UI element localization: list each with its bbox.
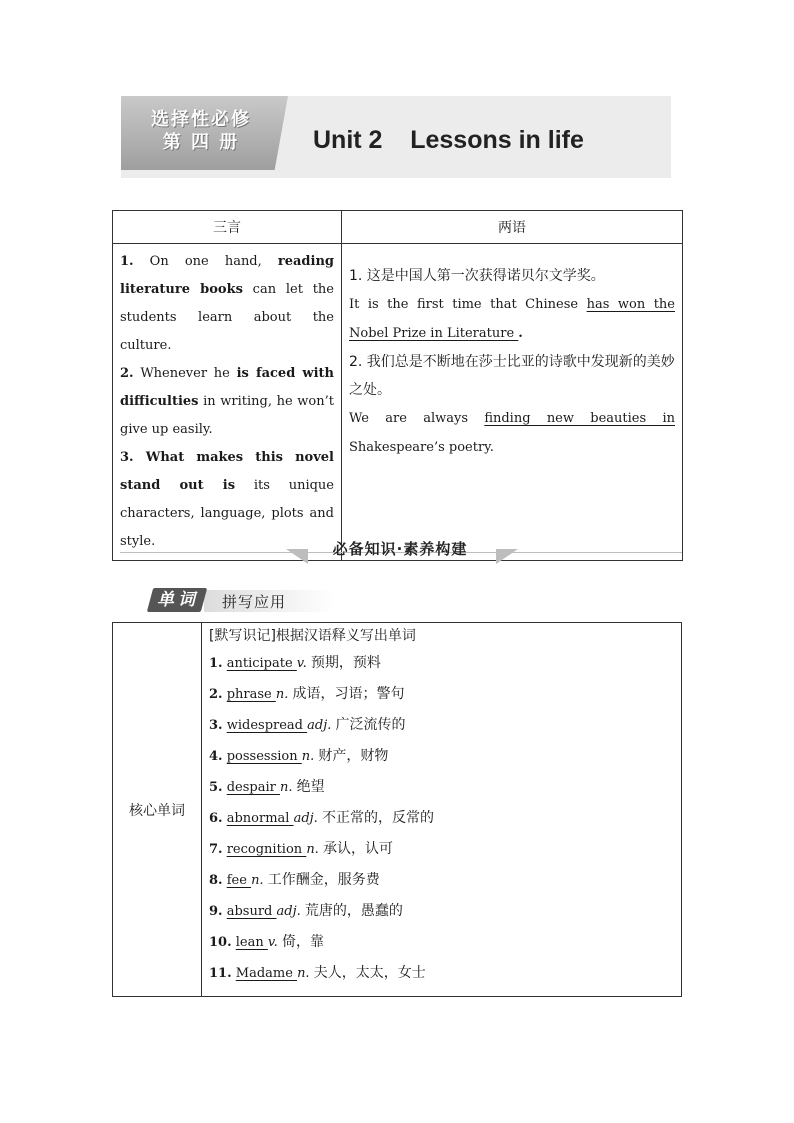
word-meaning: 承认，认可 (322, 841, 393, 857)
item-number: 6. (209, 811, 223, 826)
key-phrase: reading literature books (120, 254, 334, 297)
answer-word: abnormal (226, 811, 294, 826)
vocab-instruction: [默写识记]根据汉语释义写出单词 (209, 628, 416, 644)
answer-word: phrase (226, 687, 276, 702)
part-of-speech: n. (279, 780, 293, 795)
subheading-label: 拼写应用 (222, 593, 287, 611)
key-phrase: is faced with difficulties (120, 366, 335, 409)
word-meaning: 广泛流传的 (335, 717, 406, 733)
answer-blank: has won the Nobel Prize in Literature (349, 297, 675, 341)
word-meaning: 财产，财物 (318, 748, 389, 764)
vocab-list (209, 648, 674, 989)
sentence-patterns-cell (113, 244, 342, 561)
answer-word: possession (226, 749, 302, 764)
vocab-row-label: 核心单词 (113, 623, 202, 997)
item-number: 8. (209, 873, 223, 888)
key-phrase: What makes this novel stand out is (120, 450, 334, 493)
translation-exercises-cell (342, 244, 683, 561)
item-number: 9. (209, 904, 223, 919)
answer-blank: finding new beauties in (484, 411, 675, 426)
word-meaning: 绝望 (296, 779, 325, 795)
vocab-item (209, 772, 674, 803)
vocab-item (209, 927, 674, 958)
answer-word: fee (226, 873, 252, 888)
divider-ornament-right (496, 549, 518, 564)
item-number: 11. (209, 966, 232, 981)
part-of-speech: n. (275, 687, 289, 702)
part-of-speech: adj. (276, 904, 301, 919)
sentence-text: its unique characters, language, plots and style. (120, 478, 334, 549)
part-of-speech: v. (267, 935, 278, 950)
part-of-speech: n. (297, 966, 310, 981)
vocab-item (209, 803, 674, 834)
answer-word: lean (235, 935, 268, 950)
answer-word: Madame (235, 966, 298, 981)
item-number: 3. (209, 718, 223, 733)
sentence-table (112, 210, 683, 561)
item-number: 3. (120, 450, 134, 465)
vocab-item (209, 710, 674, 741)
answer-word: recognition (226, 842, 307, 857)
vocab-list-cell (202, 623, 682, 997)
sentence-pattern-item (120, 248, 334, 360)
vocab-badge-label: 单词 (157, 590, 199, 610)
book-volume-line2: 第 四 册 (162, 132, 240, 153)
vocab-table (112, 622, 682, 997)
chinese-sentence: 1. 这是中国人第一次获得诺贝尔文学奖。 (349, 268, 605, 284)
item-number: 2. (209, 687, 223, 702)
vocab-item (209, 958, 674, 989)
item-number: 1. (120, 254, 134, 269)
vocab-item (209, 896, 674, 927)
section-title: 必备知识·素养构建 (332, 540, 468, 558)
part-of-speech: adj. (293, 811, 318, 826)
unit-title: Unit 2 Lessons in life (313, 126, 584, 154)
word-meaning: 工作酬金，服务费 (267, 872, 380, 888)
part-of-speech: n. (251, 873, 264, 888)
item-number: 4. (209, 749, 223, 764)
divider-ornament-left (286, 549, 308, 564)
part-of-speech: n. (306, 842, 319, 857)
sentence-text: Whenever he (133, 366, 237, 381)
part-of-speech: adj. (307, 718, 332, 733)
vocab-item (209, 679, 674, 710)
answer-word: widespread (226, 718, 308, 733)
vocab-item (209, 834, 674, 865)
item-number: 10. (209, 935, 232, 950)
vocab-item (209, 865, 674, 896)
english-translation: We are always finding new beauties in Shakespeare’s poetry. (349, 411, 675, 455)
word-meaning: 荒唐的，愚蠢的 (304, 903, 403, 919)
item-number: 5. (209, 780, 223, 795)
word-meaning: 成语，习语；警句 (292, 686, 405, 702)
word-meaning: 夫人，太太，女士 (313, 965, 426, 981)
vocab-item (209, 648, 674, 679)
chinese-sentence: 2. 我们总是不断地在莎士比亚的诗歌中发现新的美妙之处。 (349, 354, 675, 398)
answer-word: absurd (226, 904, 277, 919)
col-header-left: 三言 (113, 211, 342, 244)
item-number: 1. (209, 656, 223, 671)
sentence-pattern-item (120, 360, 334, 444)
word-meaning: 不正常的，反常的 (321, 810, 434, 826)
part-of-speech: v. (296, 656, 307, 671)
word-meaning: 倚，靠 (281, 934, 324, 950)
answer-word: anticipate (226, 656, 297, 671)
col-header-right: 两语 (342, 211, 683, 244)
item-number: 7. (209, 842, 223, 857)
sentence-text: can let the students learn about the culture. (120, 282, 334, 353)
part-of-speech: n. (301, 749, 315, 764)
book-volume-line1: 选择性必修 (151, 109, 251, 130)
sentence-text: in writing, he won’t give up easily. (120, 394, 334, 437)
vocab-item (209, 741, 674, 772)
word-meaning: 预期，预料 (310, 655, 381, 671)
answer-word: despair (226, 780, 280, 795)
sentence-text: On one hand, (133, 254, 278, 269)
item-number: 2. (120, 366, 134, 381)
english-translation: It is the first time that Chinese has won the Nobel Prize in Literature . (349, 297, 675, 341)
book-volume-label (136, 108, 266, 154)
